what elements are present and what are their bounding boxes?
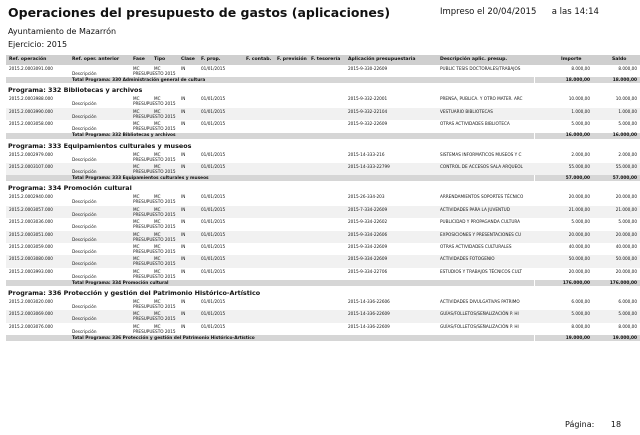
clase: IN	[181, 256, 186, 262]
fecha-prop: 01/01/2015	[201, 311, 226, 317]
table-body	[6, 65, 640, 341]
ref-operacion: 2015.2.0003080.000	[9, 256, 53, 262]
descripcion-aplic: GUÍAS/FOLLETOS/SEÑALIZACIÓN P. HI	[440, 311, 519, 317]
saldo: 20.000,00	[615, 231, 637, 237]
clase: IN	[181, 243, 186, 249]
descripcion-value: PRESUPUESTO 2015	[133, 248, 176, 254]
col-ref-operacion: Ref. operación	[9, 57, 47, 62]
ref-operacion: 2015.2.0003091.000	[9, 66, 53, 71]
fecha-prop: 01/01/2015	[201, 121, 226, 127]
descripcion-label: Descripción	[72, 224, 97, 230]
col-f-contab: F. contab.	[246, 57, 272, 62]
program-total-saldo: 19.000,00	[612, 335, 637, 341]
col-f-tesoreria: F. tesorería	[311, 57, 341, 62]
aplicacion: 2015-14-336-22609	[348, 311, 390, 317]
saldo: 5.000,00	[618, 121, 637, 127]
fecha-prop: 01/01/2015	[201, 256, 226, 262]
tipo: MC	[154, 219, 161, 225]
ref-operacion: 2015.2.0003059.000	[9, 243, 53, 249]
page-footer	[565, 420, 621, 429]
clase: IN	[181, 323, 186, 329]
table-row	[6, 193, 640, 205]
aplicacion: 2015-9-332-22104	[348, 108, 388, 114]
ref-operacion: 2015.2.0003051.000	[9, 231, 53, 237]
ref-operacion: 2015.2.0003076.000	[9, 323, 53, 329]
fase: MC	[133, 219, 140, 225]
aplicacion: 2015-7-334-22609	[348, 206, 388, 212]
descripcion-label: Descripción	[72, 236, 97, 242]
descripcion-aplic: ACTIVIDADES PARA LA JUVENTUD	[440, 206, 510, 212]
ref-operacion: 2015.2.0003988.000	[9, 96, 53, 102]
aplicacion: 2015-9-334-22706	[348, 268, 388, 274]
clase: IN	[181, 231, 186, 237]
ref-operacion: 2015.2.0003058.000	[9, 121, 53, 127]
fecha-prop: 01/01/2015	[201, 219, 226, 225]
fase: MC	[133, 121, 140, 127]
fecha-prop: 01/01/2015	[201, 206, 226, 212]
program-total-row	[6, 335, 640, 341]
tipo: MC	[154, 121, 161, 127]
aplicacion: 2015-9-332-22609	[348, 121, 388, 127]
descripcion-label: Descripción	[72, 199, 97, 205]
descripcion-value: PRESUPUESTO 2015	[133, 224, 176, 230]
descripcion-label: Descripción	[72, 113, 97, 119]
importe: 20.000,00	[568, 231, 590, 237]
fecha-prop: 01/01/2015	[201, 194, 226, 200]
aplicacion: 2015-14-336-22606	[348, 299, 390, 305]
clase: IN	[181, 299, 186, 305]
table-row	[6, 206, 640, 218]
printed-label: Impreso el	[440, 7, 485, 17]
program-total-saldo: 18.000,00	[612, 77, 637, 83]
saldo: 8.000,00	[618, 323, 637, 329]
col-ref-oper-anterior: Ref. oper. anterior	[72, 57, 120, 62]
program-total-label: Total Programa: 334 Promoción cultural	[72, 280, 169, 286]
tipo: MC	[154, 96, 161, 102]
col-f-prevision: F. previsión	[277, 57, 307, 62]
ref-operacion: 2015.2.0003057.000	[9, 206, 53, 212]
descripcion-aplic: GUÍAS/FOLLETOS/SEÑALIZACIÓN P. HI	[440, 323, 519, 329]
saldo: 5.000,00	[618, 219, 637, 225]
fase: MC	[133, 66, 140, 71]
saldo: 21.000,00	[615, 206, 637, 212]
descripcion-aplic: ACTIVIDADES FOTOGENIO	[440, 256, 495, 262]
program-total-row	[6, 175, 640, 181]
descripcion-aplic: OTRAS ACTIVIDADES CULTURALES	[440, 243, 512, 249]
fecha-prop: 01/01/2015	[201, 151, 226, 157]
descripcion-value: PRESUPUESTO 2015	[133, 211, 176, 217]
saldo: 6.000,00	[618, 299, 637, 305]
descripcion-label: Descripción	[72, 273, 97, 279]
fase: MC	[133, 163, 140, 169]
fiscal-year: Ejercicio: 2015	[8, 40, 68, 49]
descripcion-value: PRESUPUESTO 2015	[133, 261, 176, 267]
descripcion-label: Descripción	[72, 316, 97, 322]
clase: IN	[181, 151, 186, 157]
program-title: Programa: 333 Equipamientos culturales y museos	[8, 141, 192, 150]
table-row	[6, 218, 640, 230]
descripcion-aplic: OTRAS ACTIVIDADES BIBLIOTECA	[440, 121, 510, 127]
aplicacion: 2015-9-334-22609	[348, 256, 388, 262]
descripcion-value: PRESUPUESTO 2015	[133, 316, 176, 322]
tipo: MC	[154, 163, 161, 169]
descripcion-value: PRESUPUESTO 2015	[133, 273, 176, 279]
descripcion-label: Descripción	[72, 304, 97, 310]
program-total-label: Total Programa: 336 Protección y gestión del Patrimonio Histórico-Artístico	[72, 335, 255, 341]
importe: 40.000,00	[568, 243, 590, 249]
clase: IN	[181, 163, 186, 169]
descripcion-value: PRESUPUESTO 2015	[133, 156, 176, 162]
col-aplicacion: Aplicación presupuestaria	[348, 57, 416, 62]
table-row	[6, 310, 640, 322]
tipo: MC	[154, 194, 161, 200]
fase: MC	[133, 194, 140, 200]
fase: MC	[133, 151, 140, 157]
saldo: 20.000,00	[615, 194, 637, 200]
descripcion-aplic: CONTROL DE ACCESOS SALA ARQUEOL	[440, 163, 523, 169]
program-total-saldo: 16.000,00	[612, 133, 637, 139]
descripcion-value: PRESUPUESTO 2015	[133, 236, 176, 242]
importe: 10.000,00	[568, 96, 590, 102]
importe: 2.000,00	[571, 151, 590, 157]
program-total-importe: 57.000,00	[565, 175, 590, 181]
clase: IN	[181, 108, 186, 114]
program-total-label: Total Programa: 333 Equipamientos culturales y museos	[72, 175, 209, 181]
descripcion-aplic: ACTIVIDADES DIVULGATIVAS PATRIMO	[440, 299, 520, 305]
fase: MC	[133, 268, 140, 274]
descripcion-value: PRESUPUESTO 2015	[133, 126, 176, 132]
table-row	[6, 120, 640, 132]
tipo: MC	[154, 256, 161, 262]
table-row	[6, 255, 640, 267]
descripcion-label: Descripción	[72, 71, 97, 76]
fecha-prop: 01/01/2015	[201, 323, 226, 329]
descripcion-label: Descripción	[72, 156, 97, 162]
table-row	[6, 108, 640, 120]
table-row	[6, 231, 640, 243]
descripcion-value: PRESUPUESTO 2015	[133, 328, 176, 334]
aplicacion: 2015-26-334-203	[348, 194, 385, 200]
printed-date: 20/04/2015	[487, 7, 537, 17]
fase: MC	[133, 311, 140, 317]
aplicacion: 2015-14-336-22609	[348, 323, 390, 329]
tipo: MC	[154, 299, 161, 305]
ref-operacion: 2015.2.0003993.000	[9, 268, 53, 274]
fecha-prop: 01/01/2015	[201, 108, 226, 114]
saldo: 20.000,00	[615, 268, 637, 274]
tipo: MC	[154, 243, 161, 249]
col-clase: Clase	[181, 57, 195, 62]
program-total-importe: 16.000,00	[565, 133, 590, 139]
descripcion-label: Descripción	[72, 168, 97, 174]
saldo: 40.000,00	[615, 243, 637, 249]
table-row	[6, 151, 640, 163]
tipo: MC	[154, 108, 161, 114]
col-importe: Importe	[561, 57, 582, 62]
saldo: 10.000,00	[615, 96, 637, 102]
fecha-prop: 01/01/2015	[201, 163, 226, 169]
col-saldo: Saldo	[612, 57, 627, 62]
aplicacion: 2015-9-332-22001	[348, 96, 388, 102]
program-title: Programa: 332 Bibliotecas y archivos	[8, 86, 143, 95]
program-total-row	[6, 77, 640, 83]
aplicacion: 2015-9-334-22602	[348, 219, 388, 225]
fecha-prop: 01/01/2015	[201, 299, 226, 305]
fase: MC	[133, 108, 140, 114]
table-header	[6, 55, 640, 65]
clase: IN	[181, 121, 186, 127]
fase: MC	[133, 96, 140, 102]
program-total-importe: 176.000,00	[562, 280, 590, 286]
importe: 21.000,00	[568, 206, 590, 212]
fecha-prop: 01/01/2015	[201, 268, 226, 274]
clase: IN	[181, 206, 186, 212]
program-total-label: Total Programa: 330 Administración general de cultura	[72, 77, 206, 83]
program-total-saldo: 57.000,00	[612, 175, 637, 181]
budget-operations-table	[6, 55, 640, 341]
tipo: MC	[154, 311, 161, 317]
col-descripcion-aplic: Descripción aplic. presup.	[440, 57, 508, 62]
col-fase: Fase	[133, 57, 145, 62]
descripcion-label: Descripción	[72, 101, 97, 107]
importe: 50.000,00	[568, 256, 590, 262]
importe: 8.000,00	[571, 66, 590, 71]
col-f-prop: F. prop.	[201, 57, 221, 62]
fase: MC	[133, 323, 140, 329]
importe: 20.000,00	[568, 268, 590, 274]
saldo: 2.000,00	[618, 151, 637, 157]
ref-operacion: 2015.2.0003036.000	[9, 219, 53, 225]
clase: IN	[181, 194, 186, 200]
aplicacion: 2015-9-330-22609	[348, 66, 388, 71]
aplicacion: 2015-14-333-22799	[348, 163, 390, 169]
clase: IN	[181, 66, 186, 71]
saldo: 1.000,00	[618, 108, 637, 114]
descripcion-value: PRESUPUESTO 2015	[133, 304, 176, 310]
aplicacion: 2015-14-333-216	[348, 151, 385, 157]
program-total-row	[6, 280, 640, 286]
organization-name: Ayuntamiento de Mazarrón	[8, 27, 117, 36]
ref-operacion: 2015.2.0003020.000	[9, 299, 53, 305]
program-total-row	[6, 133, 640, 139]
descripcion-label: Descripción	[72, 211, 97, 217]
table-row	[6, 243, 640, 255]
importe: 5.000,00	[571, 311, 590, 317]
table-row	[6, 323, 640, 335]
descripcion-aplic: PRENSA, PUBLICA. Y OTRO MATER. ARC	[440, 96, 523, 102]
descripcion-aplic: PUBLICIDAD Y PROPAGANDA CULTURA	[440, 219, 520, 225]
table-row	[6, 95, 640, 107]
descripcion-aplic: VESTUARIO BIBLIOTECAS	[440, 108, 493, 114]
importe: 20.000,00	[568, 194, 590, 200]
descripcion-value: PRESUPUESTO 2015	[133, 101, 176, 107]
table-row	[6, 298, 640, 310]
descripcion-aplic: SISTEMAS INFORMATICOS MUSEOS Y C	[440, 151, 522, 157]
tipo: MC	[154, 206, 161, 212]
ref-operacion: 2015.2.0002940.000	[9, 194, 53, 200]
importe: 5.000,00	[571, 121, 590, 127]
descripcion-value: PRESUPUESTO 2015	[133, 113, 176, 119]
aplicacion: 2015-9-334-22606	[348, 231, 388, 237]
fase: MC	[133, 231, 140, 237]
program-total-importe: 18.000,00	[565, 77, 590, 83]
descripcion-label: Descripción	[72, 248, 97, 254]
importe: 5.000,00	[571, 219, 590, 225]
saldo: 50.000,00	[615, 256, 637, 262]
fecha-prop: 01/01/2015	[201, 231, 226, 237]
descripcion-aplic: ARRENDAMIENTOS SOPORTES TÉCNICO	[440, 194, 524, 200]
fase: MC	[133, 256, 140, 262]
descripcion-aplic: EXPOSICIONES Y PRESENTACIONES CU	[440, 231, 522, 237]
printed-info	[440, 7, 599, 17]
clase: IN	[181, 311, 186, 317]
report-title: Operaciones del presupuesto de gastos (aplicaciones)	[8, 5, 391, 20]
program-total-importe: 19.000,00	[565, 335, 590, 341]
fase: MC	[133, 206, 140, 212]
aplicacion: 2015-9-334-22609	[348, 243, 388, 249]
ref-operacion: 2015.2.0003069.000	[9, 311, 53, 317]
descripcion-value: PRESUPUESTO 2015	[133, 168, 176, 174]
fecha-prop: 01/01/2015	[201, 243, 226, 249]
descripcion-aplic: PUBLIC TESIS DOCTORALES/TRABAJOS	[440, 66, 521, 71]
program-title: Programa: 336 Protección y gestión del Patrimonio Histórico-Artístico	[8, 289, 261, 298]
table-row	[6, 65, 640, 77]
table-row	[6, 163, 640, 175]
clase: IN	[181, 219, 186, 225]
clase: IN	[181, 96, 186, 102]
importe: 8.000,00	[571, 323, 590, 329]
tipo: MC	[154, 268, 161, 274]
fase: MC	[133, 243, 140, 249]
importe: 1.000,00	[571, 108, 590, 114]
fecha-prop: 01/01/2015	[201, 96, 226, 102]
descripcion-value: PRESUPUESTO 2015	[133, 71, 176, 76]
saldo: 55.000,00	[615, 163, 637, 169]
saldo: 5.000,00	[618, 311, 637, 317]
page-label: Página:	[565, 420, 595, 429]
importe: 55.000,00	[568, 163, 590, 169]
ref-operacion: 2015.2.0003990.000	[9, 108, 53, 114]
printed-time: 14:14	[574, 7, 599, 17]
descripcion-label: Descripción	[72, 328, 97, 334]
program-title: Programa: 334 Promoción cultural	[8, 184, 132, 193]
ref-operacion: 2015.2.0003107.000	[9, 163, 53, 169]
descripcion-label: Descripción	[72, 126, 97, 132]
saldo: 8.000,00	[618, 66, 637, 71]
tipo: MC	[154, 151, 161, 157]
descripcion-value: PRESUPUESTO 2015	[133, 199, 176, 205]
fase: MC	[133, 299, 140, 305]
time-label: a las	[551, 7, 572, 17]
importe: 6.000,00	[571, 299, 590, 305]
program-total-saldo: 176.000,00	[609, 280, 637, 286]
tipo: MC	[154, 231, 161, 237]
col-tipo: Tipo	[154, 57, 166, 62]
ref-operacion: 2015.2.0002979.000	[9, 151, 53, 157]
program-total-label: Total Programa: 332 Bibliotecas y archivos	[72, 133, 176, 139]
tipo: MC	[154, 66, 161, 71]
table-row	[6, 268, 640, 280]
descripcion-aplic: ESTUDIOS Y TRABAJOS TÉCNICOS CULT	[440, 268, 522, 274]
fecha-prop: 01/01/2015	[201, 66, 226, 71]
clase: IN	[181, 268, 186, 274]
descripcion-label: Descripción	[72, 261, 97, 267]
page-number: 18	[610, 420, 622, 429]
tipo: MC	[154, 323, 161, 329]
